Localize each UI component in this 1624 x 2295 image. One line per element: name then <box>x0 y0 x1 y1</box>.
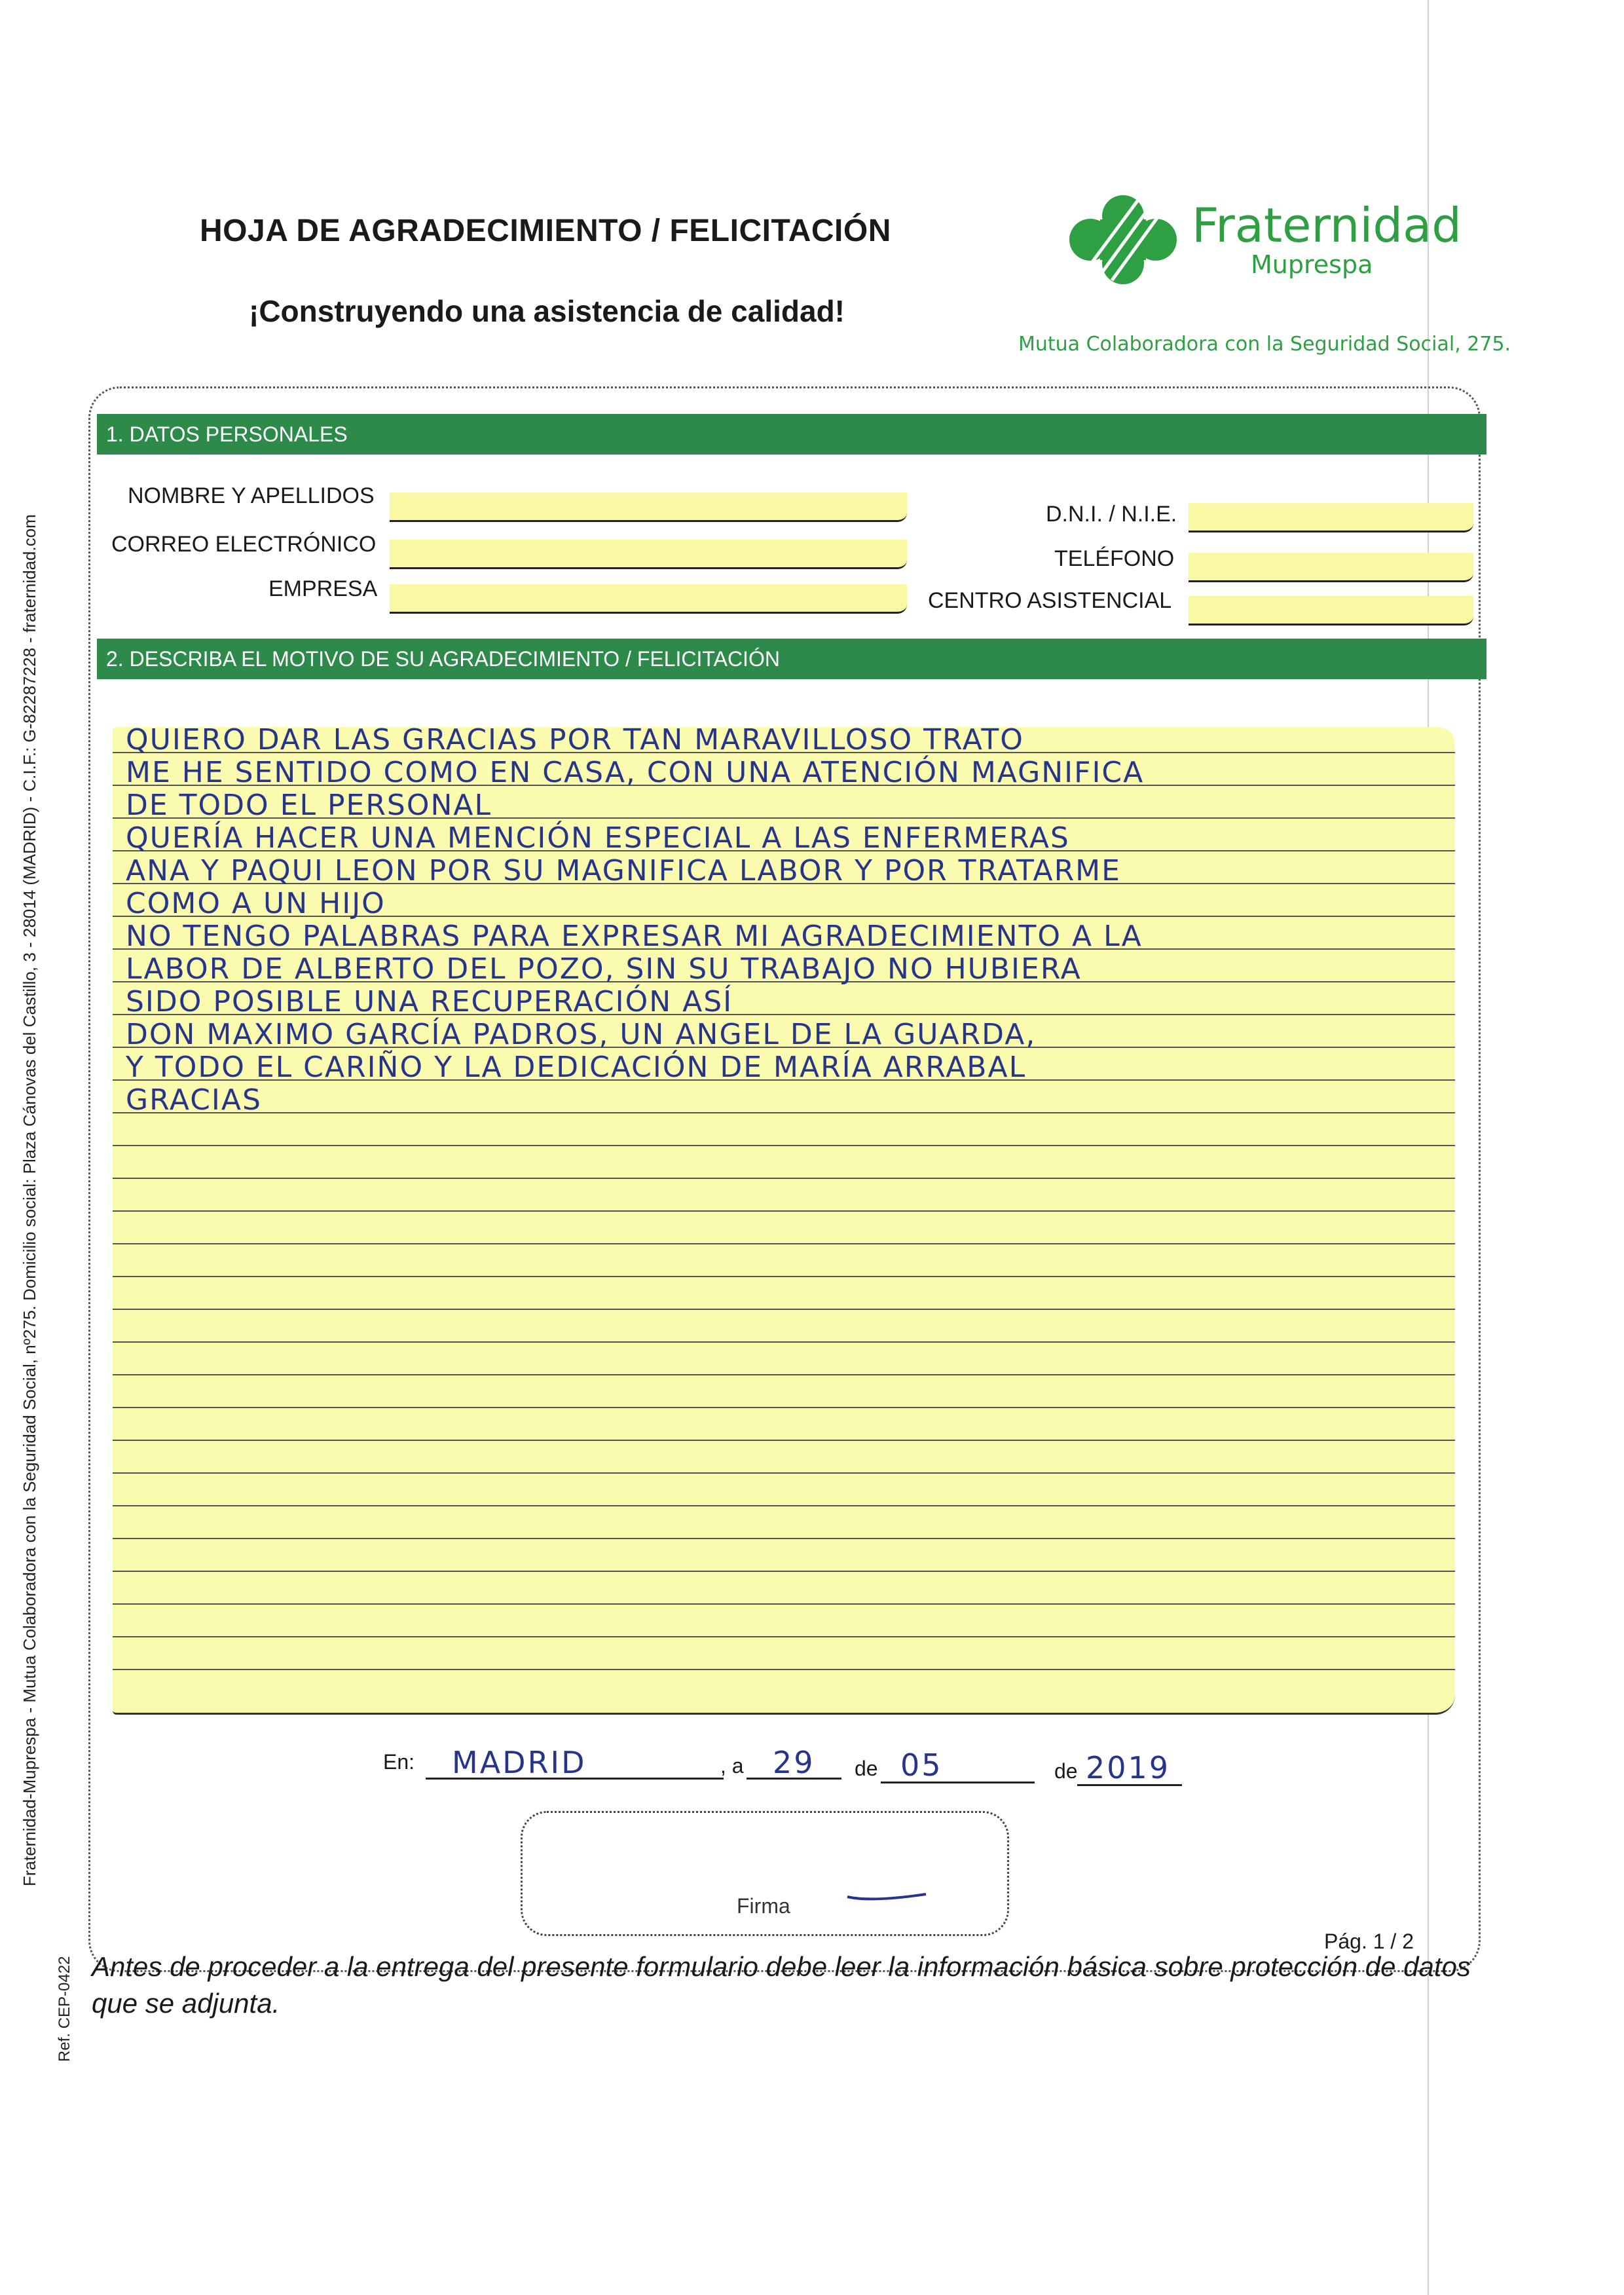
handwritten-line: GRACIAS <box>126 1083 262 1117</box>
handwritten-line: DON MAXIMO GARCÍA PADROS, UN ANGEL DE LA GUARDA, <box>126 1018 1037 1051</box>
ruled-line <box>113 1341 1455 1343</box>
reference-code: Ref. CEP-0422 <box>56 1956 73 2062</box>
label-centro: CENTRO ASISTENCIAL <box>928 588 1172 613</box>
section-personal-data-header: 1. DATOS PERSONALES <box>97 414 1486 455</box>
dni-field[interactable] <box>1189 503 1473 532</box>
ruled-line <box>113 1472 1455 1474</box>
clover-cross-logo-icon <box>1061 190 1185 288</box>
label-dni: D.N.I. / N.I.E. <box>1046 502 1177 527</box>
label-nombre: NOMBRE Y APELLIDOS <box>128 483 375 508</box>
ruled-line <box>113 1505 1455 1506</box>
page-number: Pág. 1 / 2 <box>1324 1930 1414 1953</box>
handwritten-line: QUERÍA HACER UNA MENCIÓN ESPECIAL A LAS ENFERMERAS <box>126 821 1070 855</box>
brand-mutua-line: Mutua Colaboradora con la Seguridad Social, 275. <box>1018 333 1511 356</box>
ruled-line <box>113 1145 1455 1146</box>
label-correo: CORREO ELECTRÓNICO <box>111 532 377 557</box>
ruled-line <box>113 1276 1455 1277</box>
label-a: , a <box>720 1754 744 1778</box>
handwritten-line: NO TENGO PALABRAS PARA EXPRESAR MI AGRADECIMIENTO A LA <box>126 920 1143 953</box>
handwritten-line: ME HE SENTIDO COMO EN CASA, CON UNA ATENCIÓN MAGNIFICA <box>126 756 1145 789</box>
nombre-field[interactable] <box>390 493 907 522</box>
ruled-line <box>113 1603 1455 1605</box>
handwritten-line: LABOR DE ALBERTO DEL POZO, SIN SU TRABAJO NO HUBIERA <box>126 952 1082 986</box>
label-telefono: TELÉFONO <box>1054 546 1175 571</box>
correo-field[interactable] <box>390 540 907 569</box>
year-value: 2019 <box>1086 1750 1171 1785</box>
legal-side-text: Fraternidad-Muprespa - Mutua Colaboradora con la Seguridad Social, nº275. Domicilio social: Plaza Cánovas del Castillo, 3 - 28014 (MADRID) - C.I.F.: G-82287228 - fraternidad.com <box>20 514 39 1886</box>
handwritten-line: Y TODO EL CARIÑO Y LA DEDICACIÓN DE MARÍA ARRABAL <box>126 1051 1027 1084</box>
brand-sub: Muprespa <box>1251 250 1373 279</box>
section-reason-header: 2. DESCRIBA EL MOTIVO DE SU AGRADECIMIENTO / FELICITACIÓN <box>97 639 1486 679</box>
privacy-note: Antes de proceder a la entrega del presente formulario debe leer la información básica sobre protección de datos que se adjunta. <box>92 1951 1471 2019</box>
signature-label: Firma <box>737 1894 790 1918</box>
handwritten-line: DE TODO EL PERSONAL <box>126 789 492 822</box>
handwritten-line: ANA Y PAQUI LEON POR SU MAGNIFICA LABOR Y POR TRATARME <box>126 854 1121 887</box>
empresa-field[interactable] <box>390 584 907 614</box>
ruled-line <box>113 1407 1455 1408</box>
label-empresa: EMPRESA <box>268 576 378 601</box>
ruled-line <box>113 1440 1455 1441</box>
signature-stroke <box>845 1886 930 1906</box>
ruled-line <box>113 1374 1455 1375</box>
city-value: MADRID <box>452 1745 587 1780</box>
ruled-line <box>113 1112 1455 1113</box>
ruled-line <box>113 1210 1455 1212</box>
page-subtitle: ¡Construyendo una asistencia de calidad! <box>249 294 845 328</box>
centro-field[interactable] <box>1189 596 1473 625</box>
ruled-line <box>113 1669 1455 1670</box>
page-title: HOJA DE AGRADECIMIENTO / FELICITACIÓN <box>200 214 891 248</box>
ruled-line <box>113 1178 1455 1179</box>
label-de-month: de <box>855 1757 878 1780</box>
telefono-field[interactable] <box>1189 553 1473 582</box>
brand-name: Fraternidad <box>1192 198 1462 253</box>
handwritten-line: QUIERO DAR LAS GRACIAS POR TAN MARAVILLOSO TRATO <box>126 723 1024 756</box>
ruled-line <box>113 1243 1455 1244</box>
label-en: En: <box>383 1750 415 1774</box>
ruled-line <box>113 1538 1455 1539</box>
label-de-year: de <box>1054 1759 1078 1783</box>
handwritten-line: COMO A UN HIJO <box>126 887 386 920</box>
ruled-line <box>113 1636 1455 1637</box>
day-value: 29 <box>773 1745 815 1780</box>
reason-text-area[interactable] <box>113 723 1455 1715</box>
ruled-line <box>113 1571 1455 1572</box>
ruled-line <box>113 1309 1455 1310</box>
handwritten-line: SIDO POSIBLE UNA RECUPERACIÓN ASÍ <box>126 985 733 1018</box>
month-value: 05 <box>900 1747 943 1783</box>
